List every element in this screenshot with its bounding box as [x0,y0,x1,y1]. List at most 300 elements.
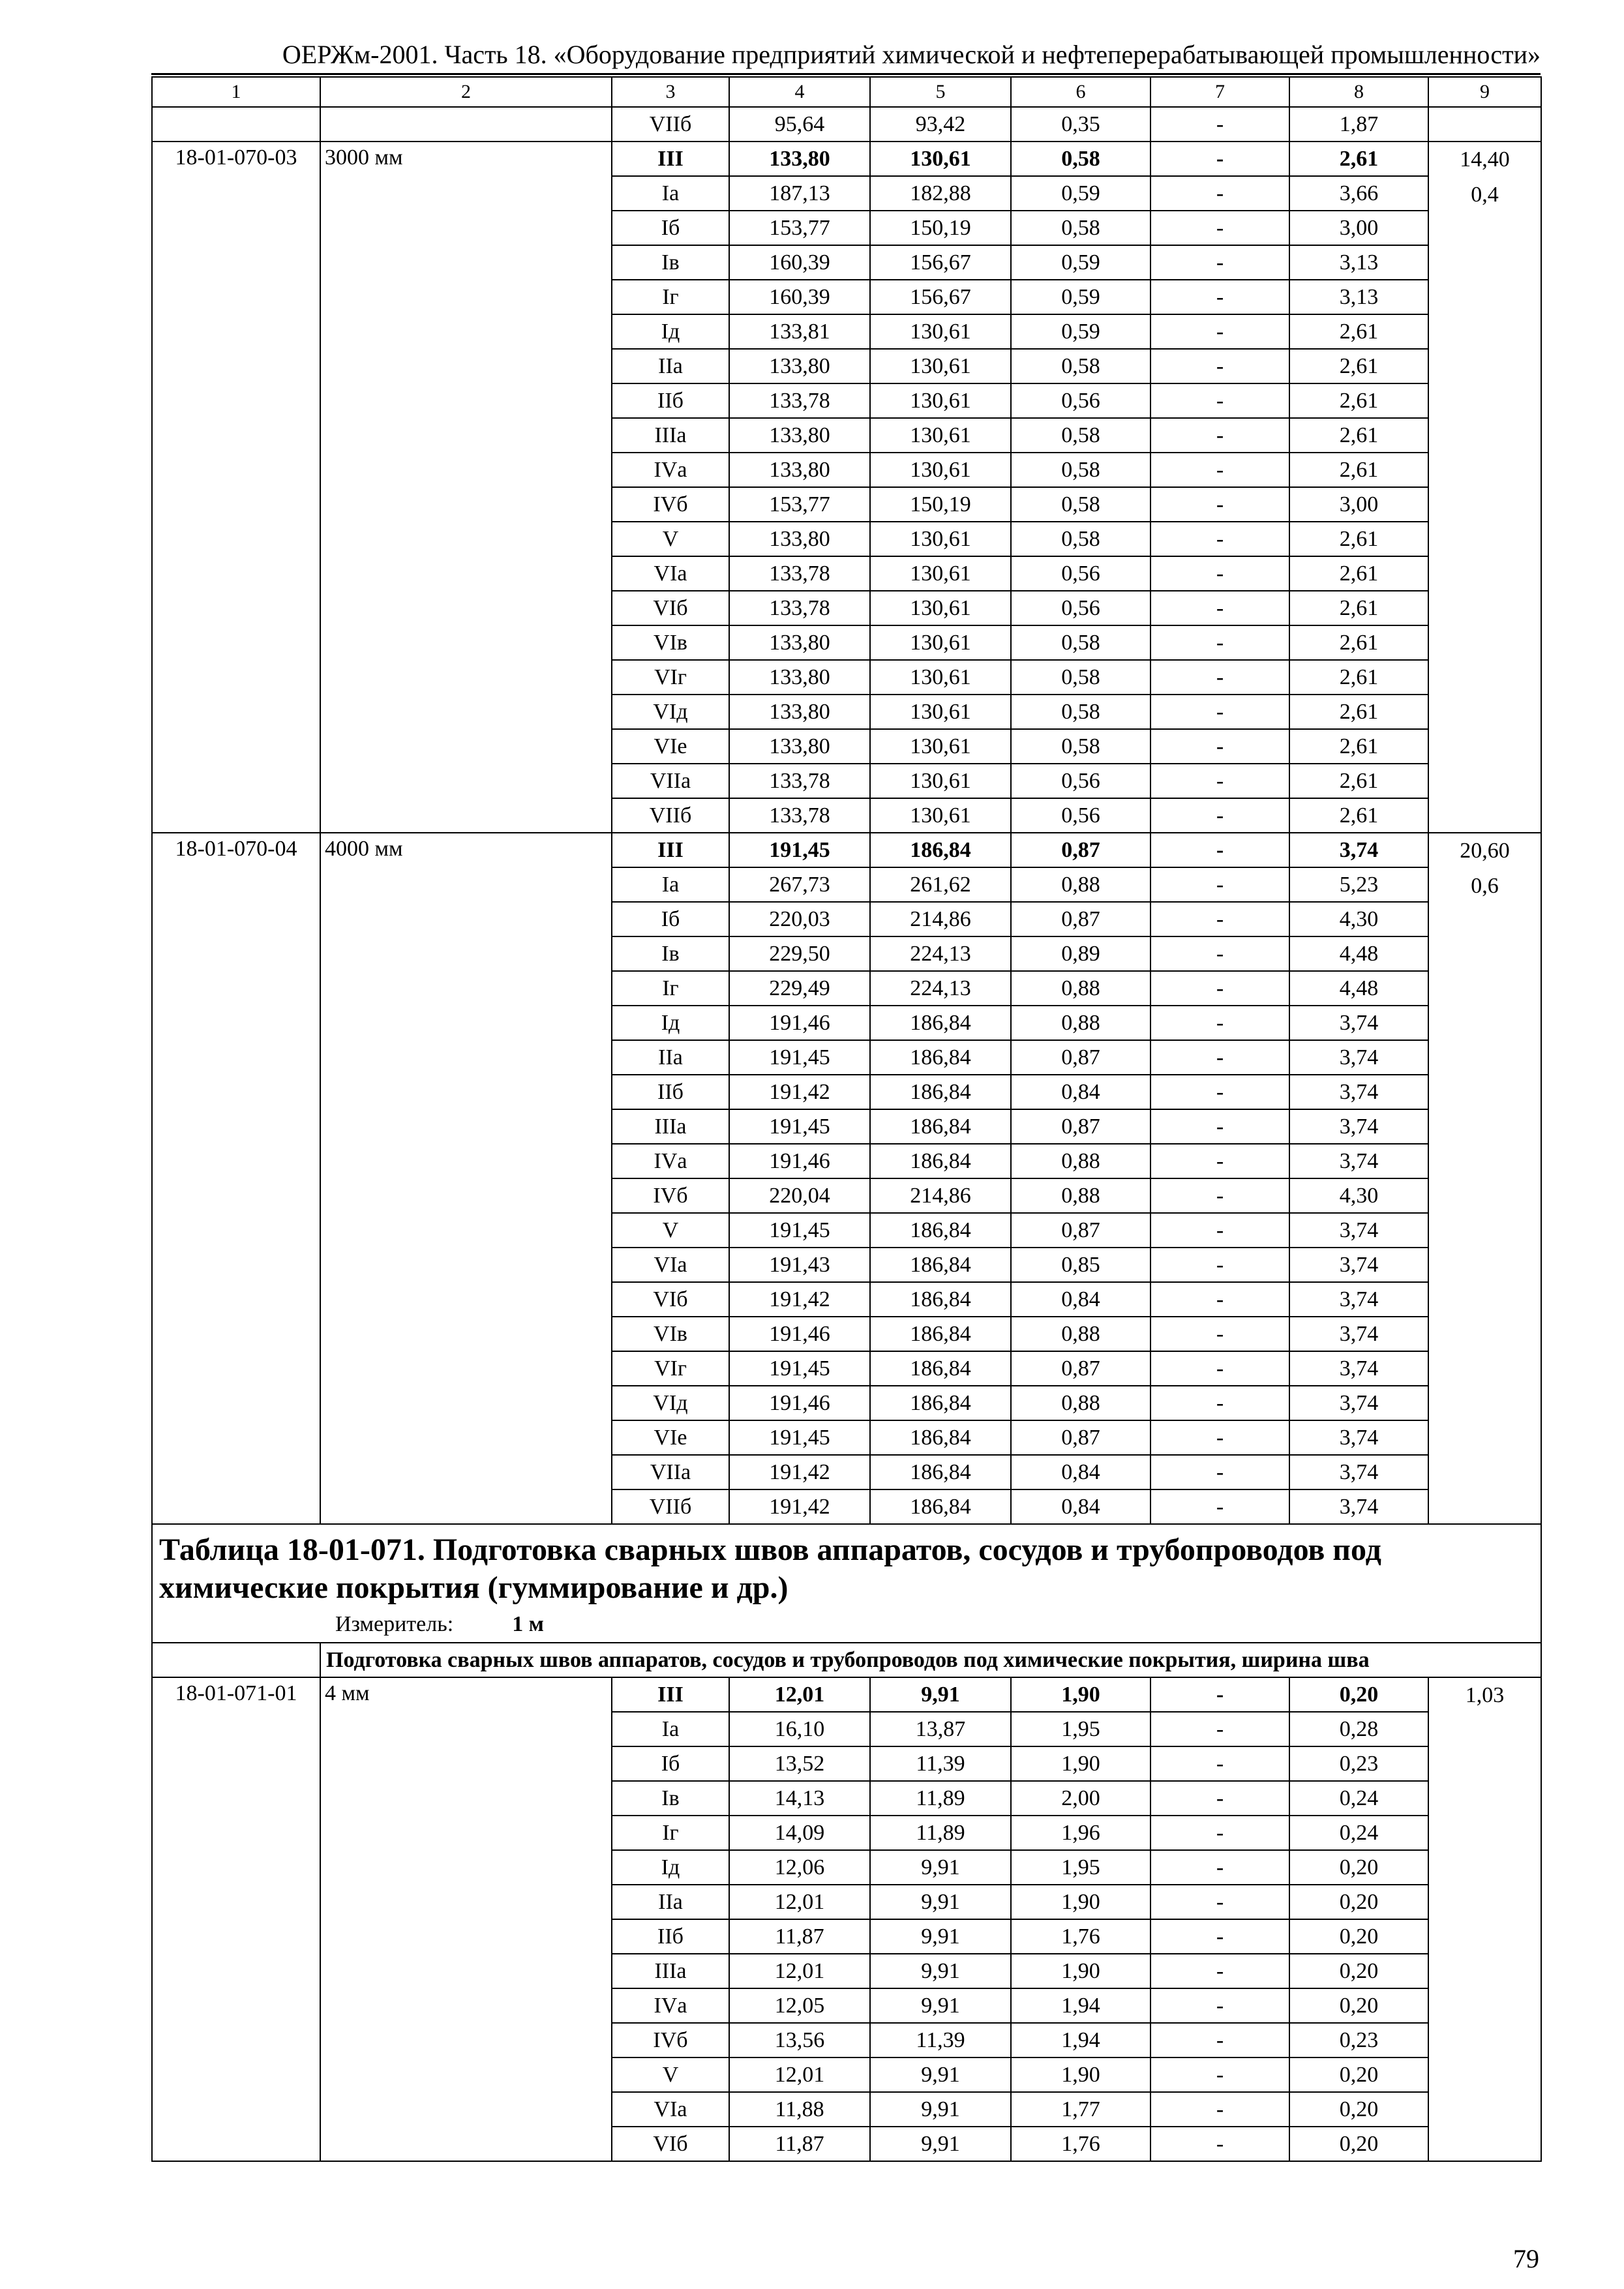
zone-cell: VIа [612,2092,729,2127]
value-cell: - [1150,1919,1289,1954]
value-cell: 2,61 [1289,383,1428,418]
value-cell: - [1150,2023,1289,2057]
value-cell: 3,13 [1289,245,1428,280]
value-cell: 229,49 [729,971,870,1006]
value-cell: 133,80 [729,349,870,383]
value-cell: 3,74 [1289,833,1428,867]
name-cell-empty [320,107,612,142]
value-cell: 11,88 [729,2092,870,2127]
value-cell: 133,80 [729,142,870,176]
zone-cell: V [612,2057,729,2092]
value-cell: 3,74 [1289,1006,1428,1040]
value-cell: 0,35 [1011,107,1150,142]
value-cell: 0,88 [1011,1386,1150,1420]
value-cell: 150,19 [870,211,1011,245]
value-cell: 214,86 [870,902,1011,936]
extra-values: 1,03 [1428,1677,1541,2161]
measure-label: Измеритель: [335,1612,454,1636]
value-cell: - [1150,176,1289,211]
value-cell: 214,86 [870,1178,1011,1213]
value-cell: - [1150,1677,1289,1712]
value-cell: 267,73 [729,867,870,902]
rate-name: 4000 мм [320,833,612,1524]
value-cell: 9,91 [870,1885,1011,1919]
value-cell: 0,56 [1011,591,1150,625]
value-cell: 0,58 [1011,625,1150,660]
value-cell: - [1150,1816,1289,1850]
zone-cell: IIIа [612,1109,729,1144]
zone-cell: IVа [612,1144,729,1178]
value-cell: 186,84 [870,1248,1011,1282]
value-cell: 12,01 [729,1885,870,1919]
page-number: 79 [1513,2244,1539,2273]
value-cell: 0,59 [1011,245,1150,280]
value-cell: 13,56 [729,2023,870,2057]
zone-cell: VIг [612,1351,729,1386]
value-cell: 5,23 [1289,867,1428,902]
column-number: 1 [152,77,320,107]
zone-cell: VIб [612,2127,729,2161]
column-number: 9 [1428,77,1541,107]
value-cell: 0,58 [1011,142,1150,176]
value-cell: 191,42 [729,1489,870,1524]
zone-cell: Iг [612,280,729,314]
zone-cell: VIа [612,556,729,591]
value-cell: 0,87 [1011,833,1150,867]
column-number-row [152,77,1541,107]
value-cell: 133,78 [729,764,870,798]
value-cell: - [1150,1712,1289,1746]
value-cell: - [1150,142,1289,176]
value-cell: 0,87 [1011,1109,1150,1144]
subheader-empty [152,1643,320,1677]
value-cell: 186,84 [870,1489,1011,1524]
zone-cell: VIIб [612,1489,729,1524]
value-cell: 1,94 [1011,1988,1150,2023]
value-cell: - [1150,522,1289,556]
section-row [152,1524,1541,1643]
value-cell: - [1150,591,1289,625]
zone-cell: IIб [612,383,729,418]
zone-cell: VIд [612,1386,729,1420]
value-cell: 1,95 [1011,1850,1150,1885]
value-cell: - [1150,833,1289,867]
value-cell: 0,58 [1011,729,1150,764]
column-number: 6 [1011,77,1150,107]
value-cell: 133,80 [729,522,870,556]
value-cell: 191,45 [729,1420,870,1455]
value-cell: - [1150,1988,1289,2023]
value-cell: 156,67 [870,245,1011,280]
zone-cell: Iб [612,211,729,245]
value-cell: 12,06 [729,1850,870,1885]
value-cell: - [1150,1746,1289,1781]
value-cell: 0,87 [1011,1213,1150,1248]
value-cell: 2,61 [1289,798,1428,833]
value-cell: 0,84 [1011,1075,1150,1109]
extra-values: 14,40 0,4 [1428,142,1541,833]
value-cell: 3,74 [1289,1317,1428,1351]
zone-cell: III [612,142,729,176]
value-cell: - [1150,1178,1289,1213]
value-cell: 1,90 [1011,2057,1150,2092]
value-cell: 12,01 [729,2057,870,2092]
value-cell: 0,88 [1011,1144,1150,1178]
value-cell: 3,74 [1289,1213,1428,1248]
zone-cell: IIа [612,1040,729,1075]
value-cell: 130,61 [870,383,1011,418]
value-cell: 186,84 [870,1455,1011,1489]
value-cell: - [1150,1006,1289,1040]
value-cell: 9,91 [870,1954,1011,1988]
subheader-cell: Подготовка сварных швов аппаратов, сосудов и трубопроводов под химические покрытия, ширина шва [320,1643,1541,1677]
value-cell: - [1150,1489,1289,1524]
value-cell: 0,20 [1289,1954,1428,1988]
column-number: 5 [870,77,1011,107]
column-number: 4 [729,77,870,107]
zone-cell: Iб [612,902,729,936]
value-cell: 156,67 [870,280,1011,314]
value-cell: - [1150,1455,1289,1489]
value-cell: 2,61 [1289,591,1428,625]
zone-cell: IVа [612,1988,729,2023]
value-cell: 0,88 [1011,867,1150,902]
zone-cell: V [612,1213,729,1248]
value-cell: 2,61 [1289,418,1428,453]
value-cell: 2,61 [1289,556,1428,591]
value-cell: 0,88 [1011,1178,1150,1213]
value-cell: - [1150,453,1289,487]
value-cell: 1,77 [1011,2092,1150,2127]
zone-cell: IIа [612,1885,729,1919]
value-cell: 0,84 [1011,1489,1150,1524]
value-cell: 130,61 [870,798,1011,833]
value-cell: 0,58 [1011,211,1150,245]
value-cell: 0,58 [1011,695,1150,729]
value-cell: 191,46 [729,1317,870,1351]
value-cell: 0,24 [1289,1816,1428,1850]
value-cell: 0,20 [1289,2127,1428,2161]
value-cell: 2,00 [1011,1781,1150,1816]
value-cell: 2,61 [1289,142,1428,176]
value-cell: 1,90 [1011,1746,1150,1781]
value-cell: 0,87 [1011,1420,1150,1455]
value-cell: 191,46 [729,1006,870,1040]
value-cell: 2,61 [1289,625,1428,660]
value-cell: 186,84 [870,1006,1011,1040]
value-cell: 153,77 [729,487,870,522]
value-cell: 186,84 [870,1317,1011,1351]
value-cell: 130,61 [870,556,1011,591]
value-cell: 186,84 [870,833,1011,867]
zone-cell: IVа [612,453,729,487]
value-cell: 224,13 [870,936,1011,971]
zone-cell: IVб [612,2023,729,2057]
zone-cell: IIIа [612,1954,729,1988]
value-cell: - [1150,625,1289,660]
zone-cell: VIд [612,695,729,729]
value-cell: 186,84 [870,1282,1011,1317]
value-cell: 1,94 [1011,2023,1150,2057]
value-cell: 191,42 [729,1075,870,1109]
value-cell: 4,48 [1289,936,1428,971]
zone-cell: Iа [612,176,729,211]
value-cell: 14,09 [729,1816,870,1850]
value-cell: 3,74 [1289,1075,1428,1109]
value-cell: 224,13 [870,971,1011,1006]
zone-cell: Iа [612,1712,729,1746]
value-cell: 182,88 [870,176,1011,211]
table-row [152,833,1541,867]
value-cell: - [1150,1248,1289,1282]
value-cell: 3,00 [1289,211,1428,245]
value-cell: - [1150,1954,1289,1988]
value-cell: 3,00 [1289,487,1428,522]
subheader-row [152,1643,1541,1677]
zone-cell: VIб [612,591,729,625]
value-cell: - [1150,245,1289,280]
value-cell: 130,61 [870,418,1011,453]
page-header: ОЕРЖм-2001. Часть 18. «Оборудование предприятий химической и нефтеперерабатывающей промышленности» [151,37,1541,75]
value-cell: - [1150,1144,1289,1178]
value-cell: 1,90 [1011,1885,1150,1919]
section-title: Таблица 18-01-071. Подготовка сварных швов аппаратов, сосудов и трубопроводов под химические покрытия (гуммирование и др.) [159,1533,1381,1605]
value-cell: 3,74 [1289,1455,1428,1489]
value-cell: 133,78 [729,556,870,591]
value-cell: 0,56 [1011,556,1150,591]
value-cell: 2,61 [1289,660,1428,695]
value-cell: 191,45 [729,1109,870,1144]
value-cell: 9,91 [870,2092,1011,2127]
value-cell: 130,61 [870,453,1011,487]
value-cell: 2,61 [1289,695,1428,729]
value-cell: 9,91 [870,1677,1011,1712]
zone-cell: IIа [612,349,729,383]
value-cell: - [1150,798,1289,833]
value-cell: 3,74 [1289,1248,1428,1282]
value-cell: 133,80 [729,695,870,729]
value-cell: 186,84 [870,1040,1011,1075]
value-cell: 0,87 [1011,1351,1150,1386]
zone-cell: Iг [612,971,729,1006]
value-cell: 3,74 [1289,1040,1428,1075]
value-cell: 13,52 [729,1746,870,1781]
value-cell: 186,84 [870,1075,1011,1109]
value-cell: 3,74 [1289,1420,1428,1455]
value-cell: - [1150,729,1289,764]
value-cell: 186,84 [870,1213,1011,1248]
value-cell: 133,80 [729,660,870,695]
value-cell: - [1150,280,1289,314]
value-cell: 191,45 [729,1351,870,1386]
value-cell: 0,28 [1289,1712,1428,1746]
value-cell: 2,61 [1289,314,1428,349]
extra-cell-empty [1428,107,1541,142]
value-cell: - [1150,660,1289,695]
value-cell: 11,87 [729,2127,870,2161]
value-cell: 0,20 [1289,1988,1428,2023]
value-cell: 150,19 [870,487,1011,522]
value-cell: 133,81 [729,314,870,349]
value-cell: 133,80 [729,453,870,487]
value-cell: 186,84 [870,1109,1011,1144]
value-cell: 4,48 [1289,971,1428,1006]
value-cell: 2,61 [1289,522,1428,556]
value-cell: 0,20 [1289,1885,1428,1919]
value-cell: 0,58 [1011,453,1150,487]
value-cell: - [1150,487,1289,522]
value-cell: 133,80 [729,729,870,764]
zone-cell: IIб [612,1919,729,1954]
value-cell: 130,61 [870,625,1011,660]
value-cell: 0,88 [1011,1317,1150,1351]
value-cell: 11,89 [870,1781,1011,1816]
zone-cell: Iб [612,1746,729,1781]
value-cell: 229,50 [729,936,870,971]
zone-cell: III [612,1677,729,1712]
value-cell: - [1150,383,1289,418]
value-cell: 0,56 [1011,798,1150,833]
value-cell: 11,87 [729,1919,870,1954]
value-cell: 0,59 [1011,314,1150,349]
value-cell: - [1150,1386,1289,1420]
value-cell: 0,20 [1289,1919,1428,1954]
value-cell: - [1150,314,1289,349]
value-cell: 3,74 [1289,1144,1428,1178]
value-cell: 9,91 [870,1850,1011,1885]
value-cell: 160,39 [729,280,870,314]
value-cell: 0,58 [1011,349,1150,383]
value-cell: 0,23 [1289,2023,1428,2057]
zone-cell: Iд [612,1850,729,1885]
value-cell: 4,30 [1289,1178,1428,1213]
value-cell: 1,76 [1011,2127,1150,2161]
zone-cell: Iв [612,245,729,280]
zone-cell: V [612,522,729,556]
value-cell: 0,84 [1011,1282,1150,1317]
value-cell: 9,91 [870,1919,1011,1954]
value-cell: 3,74 [1289,1109,1428,1144]
value-cell: 0,20 [1289,1850,1428,1885]
value-cell: 153,77 [729,211,870,245]
value-cell: 220,03 [729,902,870,936]
value-cell: 3,74 [1289,1386,1428,1420]
value-cell: 0,23 [1289,1746,1428,1781]
zone-cell: Iа [612,867,729,902]
value-cell: - [1150,1351,1289,1386]
value-cell: - [1150,867,1289,902]
value-cell: 191,46 [729,1144,870,1178]
value-cell: 133,78 [729,591,870,625]
value-cell: 0,87 [1011,1040,1150,1075]
value-cell: 0,56 [1011,764,1150,798]
value-cell: 130,61 [870,349,1011,383]
value-cell: - [1150,695,1289,729]
value-cell: - [1150,902,1289,936]
value-cell: 0,88 [1011,971,1150,1006]
value-cell: 133,80 [729,418,870,453]
table-row [152,1677,1541,1712]
value-cell: 191,46 [729,1386,870,1420]
value-cell: 130,61 [870,591,1011,625]
value-cell: 14,13 [729,1781,870,1816]
value-cell: 0,59 [1011,280,1150,314]
value-cell: 0,20 [1289,2092,1428,2127]
zone-cell: VIIа [612,1455,729,1489]
table-row [152,142,1541,176]
extra-values: 20,60 0,6 [1428,833,1541,1524]
value-cell: 3,74 [1289,1282,1428,1317]
value-cell: 0,58 [1011,487,1150,522]
value-cell: 130,61 [870,764,1011,798]
value-cell: 186,84 [870,1351,1011,1386]
value-cell: 191,45 [729,833,870,867]
zone-cell: VIIб [612,798,729,833]
zone-cell: Iв [612,936,729,971]
zone-cell: Iг [612,1816,729,1850]
zone-cell: Iд [612,314,729,349]
value-cell: 186,84 [870,1420,1011,1455]
value-cell: 0,84 [1011,1455,1150,1489]
measure-value: 1 м [512,1612,544,1636]
value-cell: 191,42 [729,1455,870,1489]
table-row [152,107,1541,142]
value-cell: 0,20 [1289,2057,1428,2092]
value-cell: 160,39 [729,245,870,280]
value-cell: - [1150,1075,1289,1109]
zone-cell: VIв [612,1317,729,1351]
value-cell: 2,61 [1289,764,1428,798]
value-cell: 130,61 [870,522,1011,556]
value-cell: 0,85 [1011,1248,1150,1282]
value-cell: 3,74 [1289,1351,1428,1386]
value-cell: 0,87 [1011,902,1150,936]
rate-name: 4 мм [320,1677,612,2161]
value-cell: 0,88 [1011,1006,1150,1040]
value-cell: 1,87 [1289,107,1428,142]
value-cell: 9,91 [870,2127,1011,2161]
value-cell: 16,10 [729,1712,870,1746]
value-cell: - [1150,1282,1289,1317]
zone-cell: Iв [612,1781,729,1816]
column-number: 2 [320,77,612,107]
value-cell: 261,62 [870,867,1011,902]
rate-code: 18-01-071-01 [152,1677,320,2161]
zone-cell: IVб [612,487,729,522]
value-cell: 1,90 [1011,1677,1150,1712]
value-cell: 186,84 [870,1386,1011,1420]
value-cell: 9,91 [870,2057,1011,2092]
zone-cell: IIIа [612,418,729,453]
value-cell: - [1150,2127,1289,2161]
value-cell: - [1150,1420,1289,1455]
value-cell: 11,39 [870,1746,1011,1781]
value-cell: 2,61 [1289,349,1428,383]
rate-name: 3000 мм [320,142,612,833]
column-number: 7 [1150,77,1289,107]
value-cell: 9,91 [870,1988,1011,2023]
value-cell: - [1150,1885,1289,1919]
value-cell: 1,90 [1011,1954,1150,1988]
rate-code: 18-01-070-03 [152,142,320,833]
value-cell: 191,43 [729,1248,870,1282]
value-cell: 12,05 [729,1988,870,2023]
value-cell: - [1150,2057,1289,2092]
value-cell: 0,58 [1011,660,1150,695]
value-cell: 0,59 [1011,176,1150,211]
zone-cell: Iд [612,1006,729,1040]
value-cell: 95,64 [729,107,870,142]
